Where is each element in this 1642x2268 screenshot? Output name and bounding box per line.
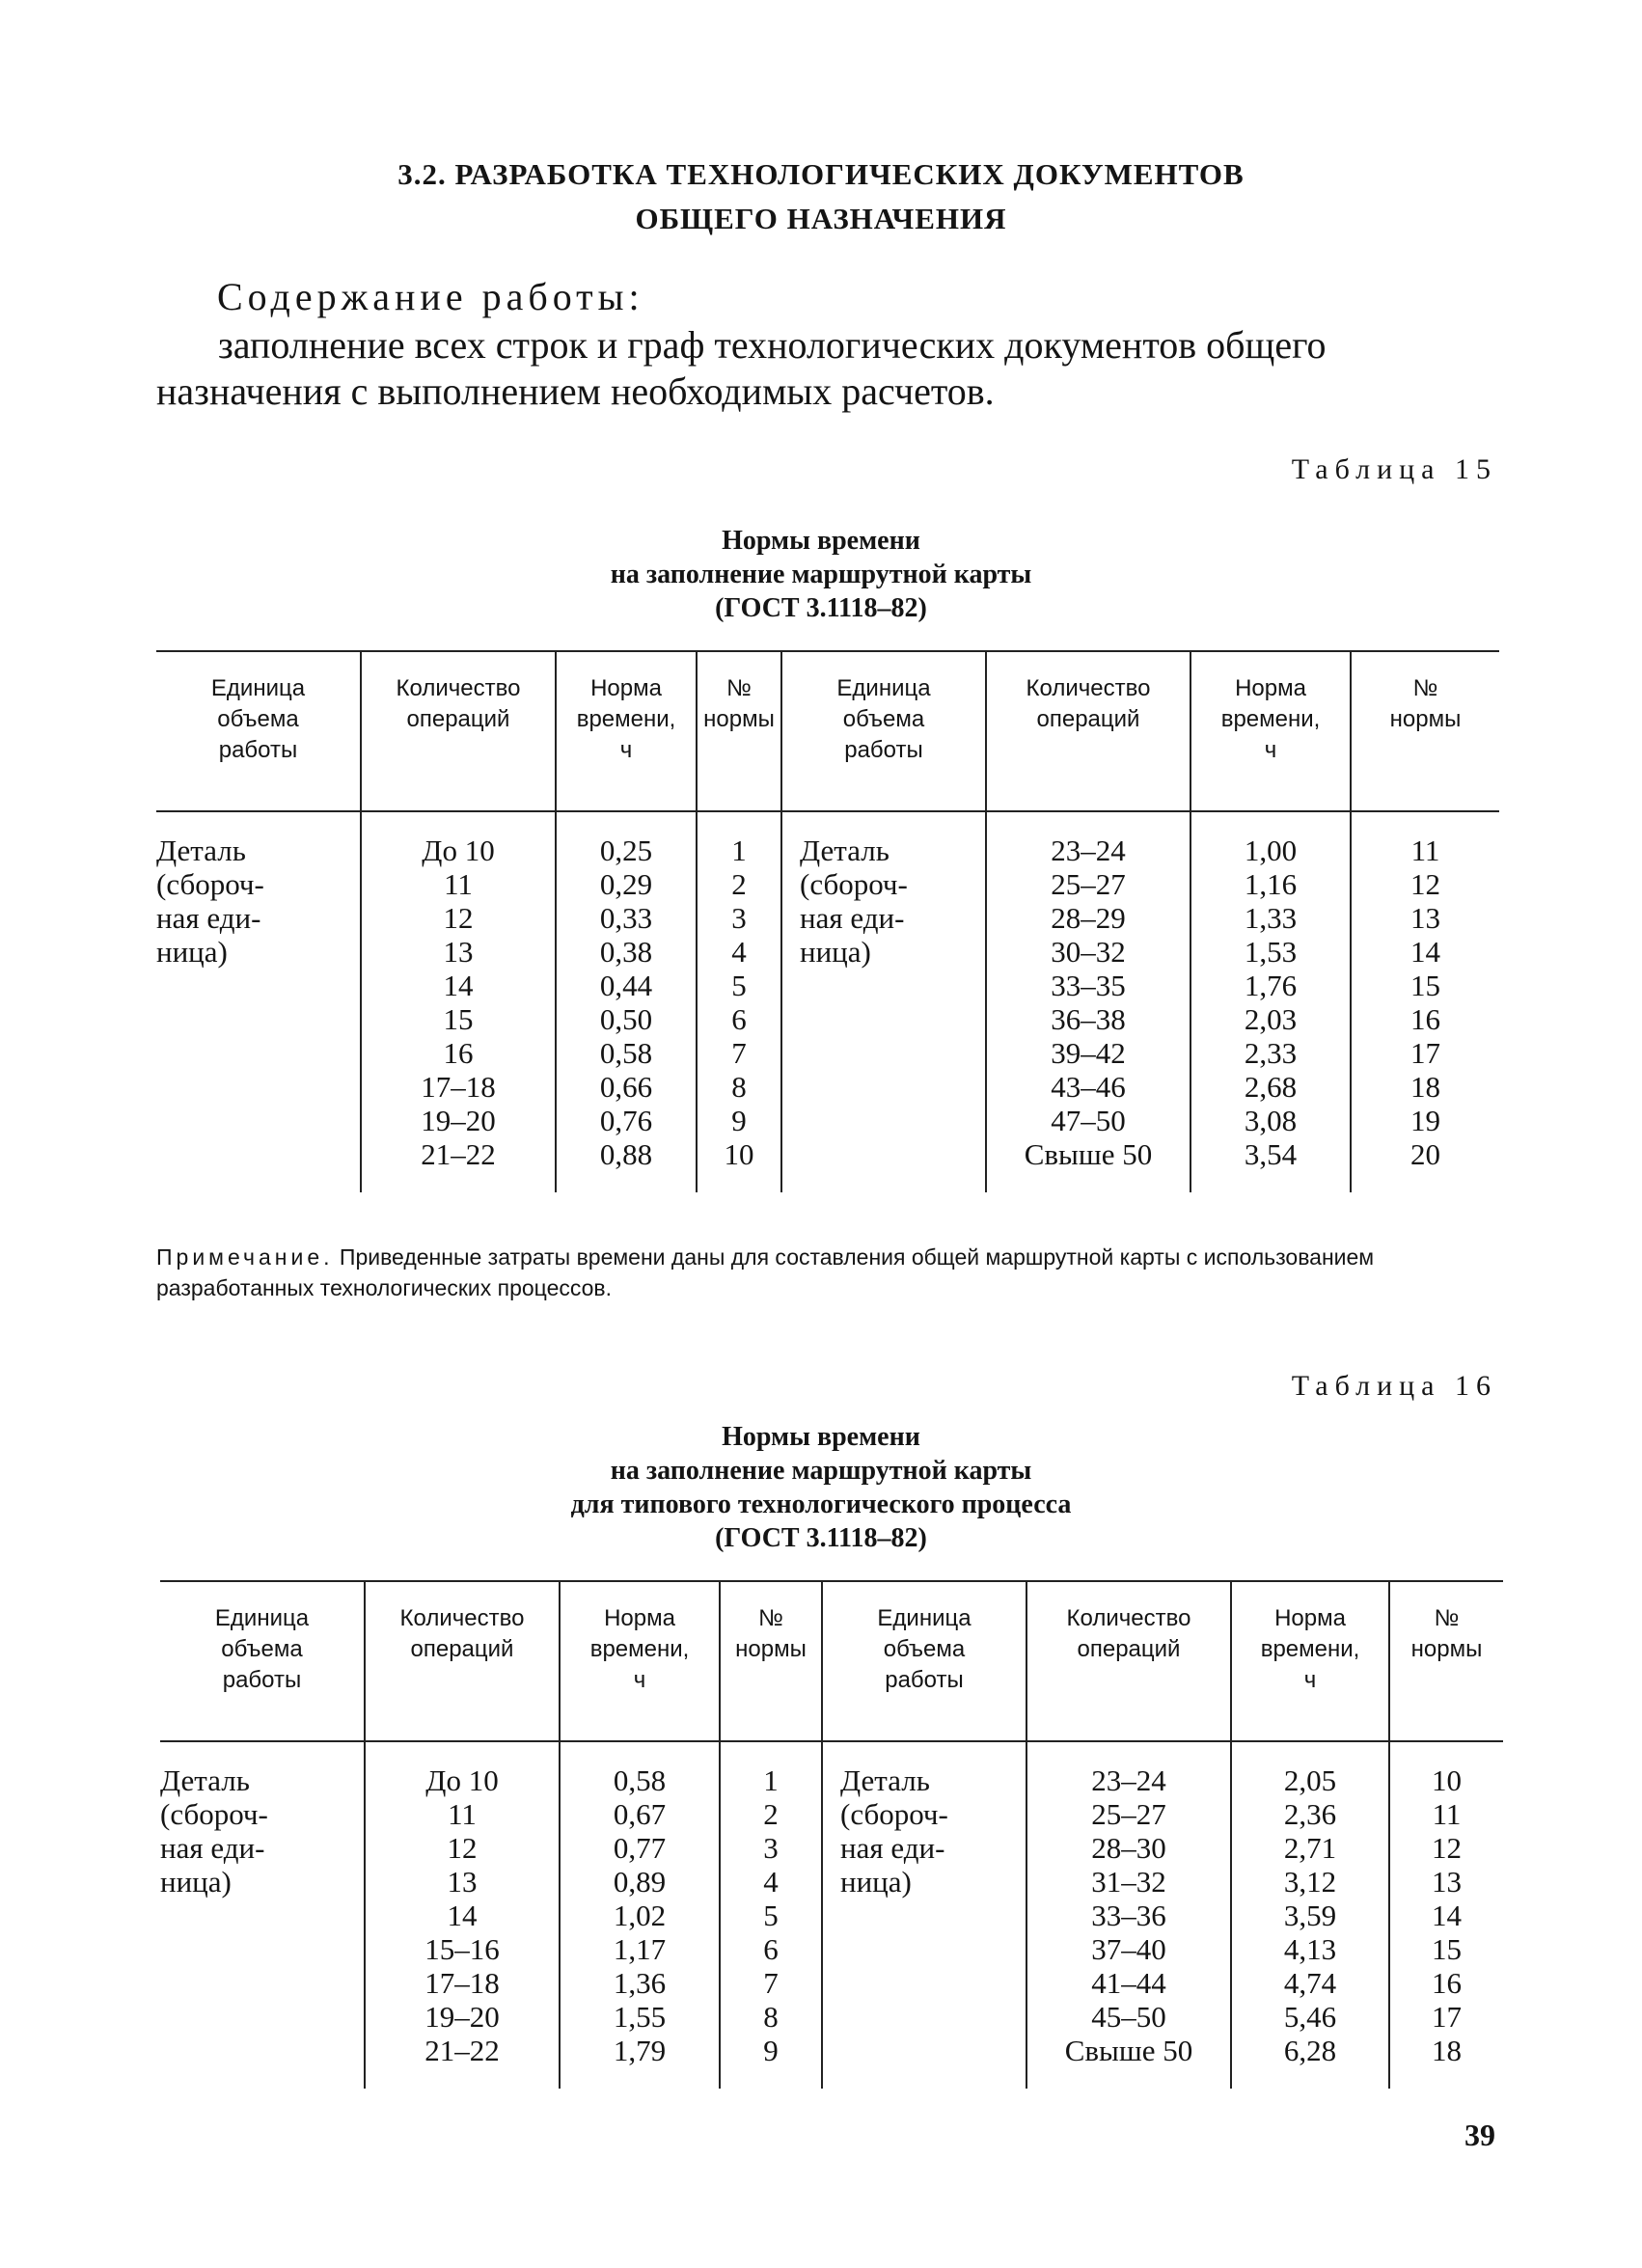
table16-caption-line1: Нормы времени — [722, 1422, 920, 1452]
table15-caption-line3: (ГОСТ 3.1118–82) — [715, 593, 927, 623]
header-operations: Количество операций — [1026, 1581, 1231, 1741]
operations-cell: До 10 11 12 13 14 15 16 17–18 19–20 21–22 — [361, 811, 556, 1192]
table16-caption-line3: для типового технологического процесса — [570, 1489, 1072, 1519]
norm-number-cell: 1 2 3 4 5 6 7 8 9 10 — [697, 811, 781, 1192]
norm-number-cell: 1 2 3 4 5 6 7 8 9 — [720, 1741, 822, 2089]
time-norm-cell: 2,05 2,36 2,71 3,12 3,59 4,13 4,74 5,46 6,28 — [1231, 1741, 1389, 2089]
table15-note — [156, 1242, 1497, 1303]
unit-cell: Деталь (сбороч- ная еди- ница) — [781, 811, 986, 1192]
header-norm-number: № нормы — [1351, 651, 1499, 811]
page-number: 39 — [1464, 2118, 1495, 2152]
operations-cell: До 10 11 12 13 14 15–16 17–18 19–20 21–22 — [365, 1741, 560, 2089]
header-unit: Единица объема работы — [156, 651, 361, 811]
header-norm-number: № нормы — [697, 651, 781, 811]
note-text: Приведенные затраты времени даны для составления общей маршрутной карты с использованием разработанных технологических процессов. — [156, 1244, 1375, 1300]
header-norm-number: № нормы — [1389, 1581, 1503, 1741]
norm-number-cell: 10 11 12 13 14 15 16 17 18 — [1389, 1741, 1503, 2089]
table16-caption-line4: (ГОСТ 3.1118–82) — [715, 1523, 927, 1553]
table16-body-row — [160, 1741, 1503, 2089]
table16-label: Таблица 16 — [1291, 1370, 1497, 1402]
header-unit: Единица объема работы — [781, 651, 986, 811]
operations-cell: 23–24 25–27 28–29 30–32 33–35 36–38 39–42 43–46 47–50 Свыше 50 — [986, 811, 1190, 1192]
header-norm-number: № нормы — [720, 1581, 822, 1741]
header-unit: Единица объема работы — [160, 1581, 365, 1741]
time-norm-cell: 0,58 0,67 0,77 0,89 1,02 1,17 1,36 1,55 1,79 — [560, 1741, 720, 2089]
header-operations: Количество операций — [361, 651, 556, 811]
unit-cell: Деталь (сбороч- ная еди- ница) — [156, 833, 264, 969]
table15-body-row — [156, 811, 1499, 1192]
header-time-norm: Норма времени, ч — [560, 1581, 720, 1741]
unit-cell: Деталь (сбороч- ная еди- ница) — [160, 1763, 268, 1899]
content-text: заполнение всех строк и граф технологических документов общего назначения с выполнением необходимых расчетов. — [156, 323, 1327, 413]
time-norm-cell: 1,00 1,16 1,33 1,53 1,76 2,03 2,33 2,68 3,08 3,54 — [1190, 811, 1351, 1192]
table15 — [156, 650, 1499, 1192]
header-time-norm: Норма времени, ч — [1231, 1581, 1389, 1741]
norm-number-cell: 11 12 13 14 15 16 17 18 19 20 — [1351, 811, 1499, 1192]
header-operations: Количество операций — [986, 651, 1190, 811]
unit-cell: Деталь (сбороч- ная еди- ница) — [822, 1741, 1026, 2089]
table15-caption-line1: Нормы времени — [722, 526, 920, 556]
content-label: Содержание работы: — [217, 275, 644, 318]
section-title-line2: ОБЩЕГО НАЗНАЧЕНИЯ — [635, 202, 1007, 235]
header-time-norm: Норма времени, ч — [1190, 651, 1351, 811]
header-operations: Количество операций — [365, 1581, 560, 1741]
table15-label: Таблица 15 — [1291, 453, 1497, 485]
header-time-norm: Норма времени, ч — [556, 651, 697, 811]
table15-caption-line2: на заполнение маршрутной карты — [610, 560, 1032, 589]
table16-header-row — [160, 1581, 1503, 1741]
time-norm-cell: 0,25 0,29 0,33 0,38 0,44 0,50 0,58 0,66 0,76 0,88 — [556, 811, 697, 1192]
operations-cell: 23–24 25–27 28–30 31–32 33–36 37–40 41–44 45–50 Свыше 50 — [1026, 1741, 1231, 2089]
section-title-line1: 3.2. РАЗРАБОТКА ТЕХНОЛОГИЧЕСКИХ ДОКУМЕНТОВ — [397, 157, 1245, 191]
header-unit: Единица объема работы — [822, 1581, 1026, 1741]
note-label: Примечание. — [156, 1244, 334, 1270]
table15-header-row — [156, 651, 1499, 811]
table16 — [160, 1580, 1503, 2089]
table16-caption-line2: на заполнение маршрутной карты — [610, 1456, 1032, 1486]
